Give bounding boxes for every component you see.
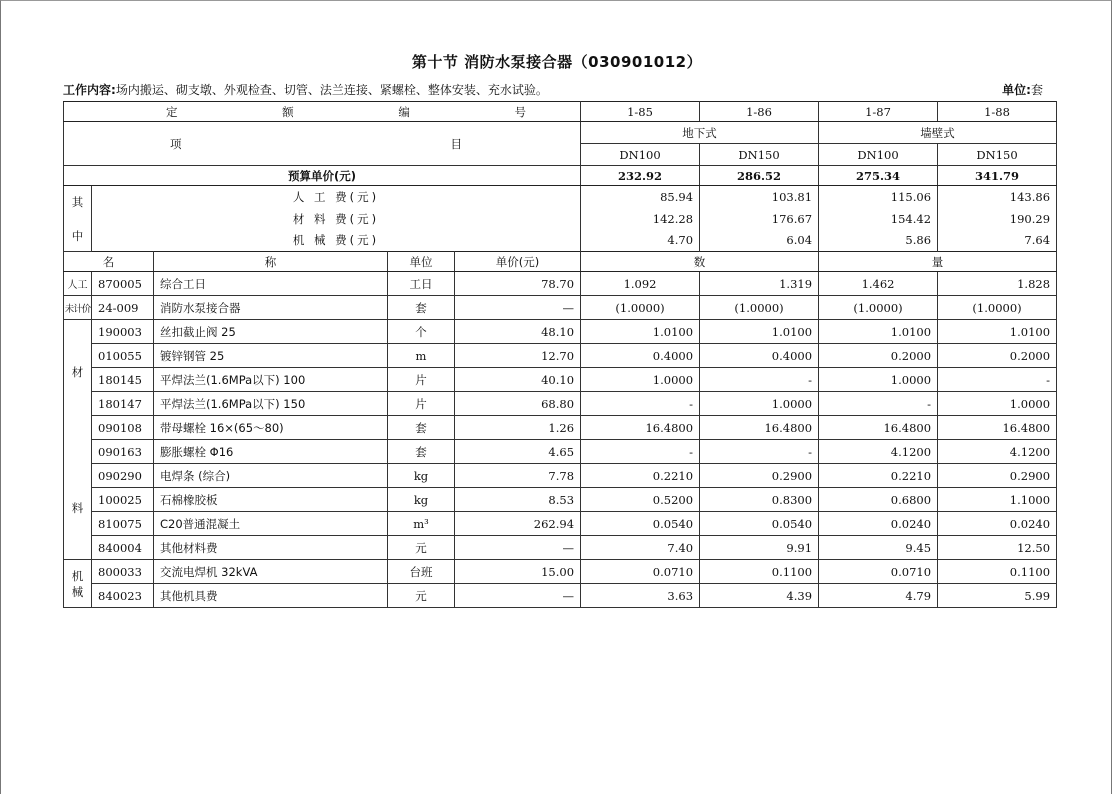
material-row — [64, 536, 1057, 560]
resource-price: 4.65 — [455, 440, 581, 464]
quota-code: 1-85 — [581, 102, 700, 122]
resource-name: 石棉橡胶板 — [154, 488, 388, 512]
resource-unit: 元 — [388, 584, 455, 608]
quantity-value: 0.2210 — [819, 464, 938, 488]
among-label: 机 械 费(元) — [92, 230, 581, 252]
resource-code: 010055 — [92, 344, 154, 368]
unit-value: 套 — [1030, 83, 1043, 97]
quantity-value: 0.2900 — [700, 464, 819, 488]
resource-name: 交流电焊机 32kVA — [154, 560, 388, 584]
quantity-value: 1.0100 — [938, 320, 1057, 344]
material-label-top: 材 — [71, 364, 84, 379]
material-row — [64, 320, 1057, 344]
among-value: 143.86 — [938, 186, 1057, 208]
quantity-header-b: 量 — [819, 252, 1057, 272]
size-spec: DN150 — [938, 144, 1057, 166]
material-row — [64, 368, 1057, 392]
machinery-row — [64, 584, 1057, 608]
quantity-value: 0.0710 — [581, 560, 700, 584]
resource-price: 12.70 — [455, 344, 581, 368]
quantity-value: 0.5200 — [581, 488, 700, 512]
labor-category: 人工 — [64, 272, 92, 296]
quantity-value: - — [581, 440, 700, 464]
material-row — [64, 344, 1057, 368]
quantity-value: 0.4000 — [700, 344, 819, 368]
resource-code: 24-009 — [92, 296, 154, 320]
among-value: 103.81 — [700, 186, 819, 208]
quantity-value: 9.91 — [700, 536, 819, 560]
unpriced-row — [64, 296, 1057, 320]
among-row-labor — [64, 186, 1057, 208]
resource-unit: 套 — [388, 440, 455, 464]
column-header-row — [64, 252, 1057, 272]
quantity-value: 0.2900 — [938, 464, 1057, 488]
work-content-label: 工作内容: — [63, 83, 116, 97]
name-header-a: 名 — [64, 252, 154, 272]
resource-code: 810075 — [92, 512, 154, 536]
resource-unit: 片 — [388, 368, 455, 392]
price-header: 单价(元) — [455, 252, 581, 272]
quantity-value: (1.0000) — [581, 296, 700, 320]
quantity-value: 0.8300 — [700, 488, 819, 512]
resource-name: 其他材料费 — [154, 536, 388, 560]
budget-value: 275.34 — [819, 166, 938, 186]
resource-name: 综合工日 — [154, 272, 388, 296]
resource-price: 40.10 — [455, 368, 581, 392]
resource-price: — — [455, 536, 581, 560]
resource-unit: 片 — [388, 392, 455, 416]
work-content-row — [63, 81, 1043, 99]
quantity-value: 1.0100 — [819, 320, 938, 344]
quantity-value: 0.2000 — [938, 344, 1057, 368]
resource-price: 68.80 — [455, 392, 581, 416]
among-label-bottom: 中 — [71, 228, 84, 243]
resource-price: 48.10 — [455, 320, 581, 344]
code-label-char: 编 — [398, 104, 410, 119]
quantity-value: (1.0000) — [819, 296, 938, 320]
resource-name: 镀锌钢管 25 — [154, 344, 388, 368]
resource-code: 840004 — [92, 536, 154, 560]
resource-price: 262.94 — [455, 512, 581, 536]
group-row — [64, 122, 1057, 144]
quantity-value: 1.092 — [581, 272, 700, 296]
quantity-value: 0.0240 — [938, 512, 1057, 536]
size-spec: DN100 — [819, 144, 938, 166]
quantity-value: 1.1000 — [938, 488, 1057, 512]
code-label-char: 额 — [282, 104, 294, 119]
quantity-value: 1.319 — [700, 272, 819, 296]
among-label: 材 料 费(元) — [92, 208, 581, 230]
item-label-char: 项 — [170, 136, 182, 151]
quantity-value: 1.0000 — [700, 392, 819, 416]
quantity-value: 1.828 — [938, 272, 1057, 296]
resource-price: 1.26 — [455, 416, 581, 440]
quantity-value: 0.2000 — [819, 344, 938, 368]
quantity-value: 5.99 — [938, 584, 1057, 608]
unit-indicator — [1002, 81, 1043, 98]
quantity-value: 16.4800 — [819, 416, 938, 440]
quantity-value: 7.40 — [581, 536, 700, 560]
resource-price: 15.00 — [455, 560, 581, 584]
among-value: 154.42 — [819, 208, 938, 230]
resource-name: 带母螺栓 16×(65～80) — [154, 416, 388, 440]
budget-value: 232.92 — [581, 166, 700, 186]
resource-unit: 工日 — [388, 272, 455, 296]
quantity-value: 0.0240 — [819, 512, 938, 536]
unpriced-category: 未计价 — [64, 296, 92, 320]
among-label: 人 工 费(元) — [92, 186, 581, 208]
quantity-value: 4.1200 — [819, 440, 938, 464]
among-value: 176.67 — [700, 208, 819, 230]
among-value: 7.64 — [938, 230, 1057, 252]
quantity-value: 1.0100 — [581, 320, 700, 344]
budget-row — [64, 166, 1057, 186]
among-value: 4.70 — [581, 230, 700, 252]
resource-name: 平焊法兰(1.6MPa以下) 100 — [154, 368, 388, 392]
quantity-value: 0.1100 — [700, 560, 819, 584]
item-label-cell — [64, 122, 581, 166]
quantity-value: 16.4800 — [581, 416, 700, 440]
resource-unit: 个 — [388, 320, 455, 344]
among-row-material — [64, 208, 1057, 230]
quantity-value: - — [700, 440, 819, 464]
resource-name: 其他机具费 — [154, 584, 388, 608]
quantity-value: 1.0100 — [700, 320, 819, 344]
among-value: 190.29 — [938, 208, 1057, 230]
quantity-value: - — [700, 368, 819, 392]
material-category-cell — [64, 320, 92, 560]
size-spec: DN150 — [700, 144, 819, 166]
resource-name: 电焊条 (综合) — [154, 464, 388, 488]
resource-code: 090290 — [92, 464, 154, 488]
among-value: 6.04 — [700, 230, 819, 252]
quantity-value: 0.0540 — [581, 512, 700, 536]
resource-code: 840023 — [92, 584, 154, 608]
work-content-text: 场内搬运、砌支墩、外观检查、切管、法兰连接、紧螺栓、整体安装、充水试验。 — [115, 83, 548, 97]
among-category-cell — [64, 186, 92, 252]
machinery-row — [64, 560, 1057, 584]
among-value: 85.94 — [581, 186, 700, 208]
material-row — [64, 440, 1057, 464]
budget-label: 预算单价(元) — [64, 166, 581, 186]
resource-code: 800033 — [92, 560, 154, 584]
material-row — [64, 512, 1057, 536]
material-row — [64, 488, 1057, 512]
quantity-value: (1.0000) — [938, 296, 1057, 320]
quantity-value: 0.0540 — [700, 512, 819, 536]
resource-unit: kg — [388, 488, 455, 512]
resource-unit: kg — [388, 464, 455, 488]
material-row — [64, 392, 1057, 416]
among-row-machine — [64, 230, 1057, 252]
code-row — [64, 102, 1057, 122]
size-spec: DN100 — [581, 144, 700, 166]
resource-name: 平焊法兰(1.6MPa以下) 150 — [154, 392, 388, 416]
unit-label: 单位: — [1002, 83, 1031, 97]
quantity-value: 0.2210 — [581, 464, 700, 488]
budget-value: 341.79 — [938, 166, 1057, 186]
resource-code: 180147 — [92, 392, 154, 416]
machinery-category-cell — [64, 560, 92, 608]
budget-value: 286.52 — [700, 166, 819, 186]
quantity-value: 0.1100 — [938, 560, 1057, 584]
resource-code: 190003 — [92, 320, 154, 344]
quota-code: 1-88 — [938, 102, 1057, 122]
group-wall: 墙壁式 — [819, 122, 1057, 144]
machinery-label-bottom: 械 — [71, 584, 84, 599]
quantity-value: 16.4800 — [700, 416, 819, 440]
quantity-value: 4.1200 — [938, 440, 1057, 464]
quantity-value: 4.39 — [700, 584, 819, 608]
quantity-value: 0.6800 — [819, 488, 938, 512]
resource-price: 78.70 — [455, 272, 581, 296]
quantity-value: 9.45 — [819, 536, 938, 560]
among-value: 5.86 — [819, 230, 938, 252]
quota-table — [63, 101, 1057, 608]
resource-code: 090108 — [92, 416, 154, 440]
unit-header: 单位 — [388, 252, 455, 272]
among-value: 142.28 — [581, 208, 700, 230]
quota-code: 1-86 — [700, 102, 819, 122]
quantity-value: - — [581, 392, 700, 416]
resource-unit: m³ — [388, 512, 455, 536]
code-label-char: 号 — [514, 104, 527, 119]
labor-row — [64, 272, 1057, 296]
resource-code: 180145 — [92, 368, 154, 392]
quantity-value: - — [819, 392, 938, 416]
resource-code: 100025 — [92, 488, 154, 512]
quantity-value: 1.0000 — [581, 368, 700, 392]
quantity-value: 4.79 — [819, 584, 938, 608]
quantity-value: 1.0000 — [819, 368, 938, 392]
quantity-header-a: 数 — [581, 252, 819, 272]
resource-unit: m — [388, 344, 455, 368]
resource-price: — — [455, 584, 581, 608]
resource-price: 8.53 — [455, 488, 581, 512]
resource-code: 870005 — [92, 272, 154, 296]
quantity-value: 1.462 — [819, 272, 938, 296]
quantity-value: 1.0000 — [938, 392, 1057, 416]
name-header-b: 称 — [154, 252, 388, 272]
material-row — [64, 416, 1057, 440]
resource-name: 消防水泵接合器 — [154, 296, 388, 320]
quantity-value: 16.4800 — [938, 416, 1057, 440]
item-label-char: 目 — [450, 136, 463, 151]
section-title: 第十节 消防水泵接合器（030901012） — [411, 53, 703, 71]
among-label-top: 其 — [71, 194, 84, 209]
resource-code: 090163 — [92, 440, 154, 464]
material-label-bottom: 料 — [71, 500, 84, 515]
quantity-value: 12.50 — [938, 536, 1057, 560]
resource-unit: 台班 — [388, 560, 455, 584]
among-value: 115.06 — [819, 186, 938, 208]
resource-unit: 套 — [388, 296, 455, 320]
resource-price: 7.78 — [455, 464, 581, 488]
machinery-label-top: 机 — [71, 568, 84, 583]
resource-name: 膨胀螺栓 Φ16 — [154, 440, 388, 464]
resource-unit: 套 — [388, 416, 455, 440]
code-label-cell — [64, 102, 581, 122]
code-label-char: 定 — [166, 104, 178, 119]
quantity-value: 0.0710 — [819, 560, 938, 584]
quantity-value: (1.0000) — [700, 296, 819, 320]
resource-unit: 元 — [388, 536, 455, 560]
quota-code: 1-87 — [819, 102, 938, 122]
quantity-value: - — [938, 368, 1057, 392]
group-underground: 地下式 — [581, 122, 819, 144]
material-row — [64, 464, 1057, 488]
quantity-value: 3.63 — [581, 584, 700, 608]
resource-price: — — [455, 296, 581, 320]
quantity-value: 0.4000 — [581, 344, 700, 368]
resource-name: C20普通混凝土 — [154, 512, 388, 536]
resource-name: 丝扣截止阀 25 — [154, 320, 388, 344]
